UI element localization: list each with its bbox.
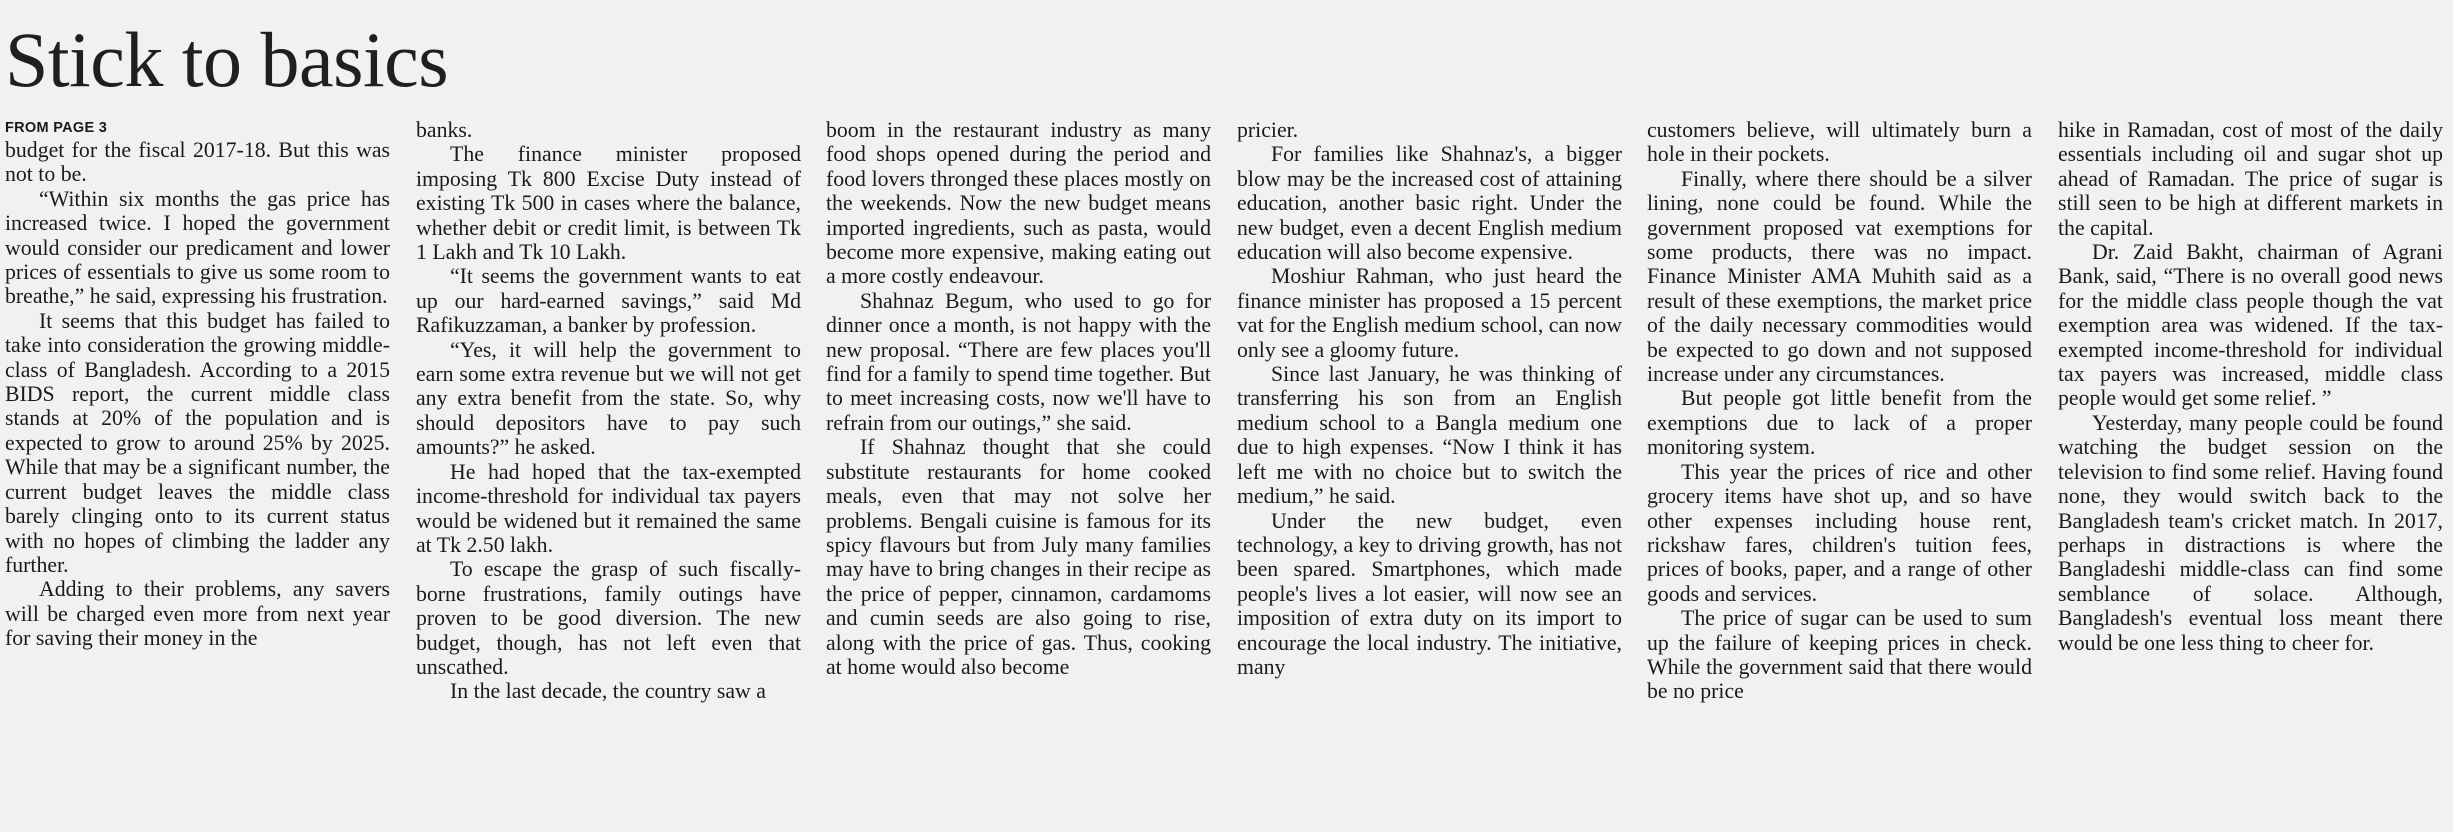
paragraph: Under the new budget, even technology, a key to driving growth, has not been spared. Smartphones, which made people's lives a lot easier, will now see an imposition of extra duty on its import to encourage the local industry. The initiative, many bbox=[1237, 508, 1622, 679]
paragraph: The price of sugar can be used to sum up the failure of keeping prices in check. While the government said that there would be no price bbox=[1647, 606, 2032, 704]
paragraph: In the last decade, the country saw a bbox=[450, 679, 766, 704]
article-column-4 bbox=[1237, 118, 1622, 832]
article-column-2 bbox=[416, 118, 801, 832]
paragraph: If Shahnaz thought that she could substitute restaurants for home cooked meals, even that may not solve her problems. Bengali cuisine is famous for its spicy flavours but from July many families may have to bring changes in their recipe as the price of pepper, cinnamon, cardamoms and cumin seeds are also going to rise, along with the price of gas. Thus, cooking at home would also become bbox=[826, 435, 1211, 679]
continued-from-label: FROM PAGE 3 bbox=[5, 120, 108, 136]
article-column-1 bbox=[5, 118, 390, 832]
paragraph: Shahnaz Begum, who used to go for dinner once a month, is not happy with the new proposal. “There are few places you'll find for a family to spend time together. But to meet increasing costs, now we'll have to refrain from our outings,” she said. bbox=[826, 288, 1211, 435]
article-column-3 bbox=[826, 118, 1211, 832]
paragraph: Finally, where there should be a silver lining, none could be found. While the government proposed vat exemptions for some products, there was no impact. Finance Minister AMA Muhith said as a result of these exemptions, the market price of the daily necessary commodities would be expected to go down and not supposed increase under any circumstances. bbox=[1647, 166, 2032, 387]
article-column-6 bbox=[2058, 118, 2443, 832]
paragraph: boom in the restaurant industry as many food shops opened during the period and food lovers thronged these places mostly on the weekends. Now the new budget means imported ingredients, such as pasta, would become more expensive, making eating out a more costly endeavour. bbox=[826, 118, 1211, 289]
paragraph: “Within six months the gas price has increased twice. I hoped the government would consider our predicament and lower prices of essentials to give us some room to breathe,” he said, expressing his frustration. bbox=[5, 186, 390, 309]
article-column-5 bbox=[1647, 118, 2032, 832]
paragraph: hike in Ramadan, cost of most of the daily essentials including oil and sugar shot up ahead of Ramadan. The price of sugar is still seen to be high at different markets in the capital. bbox=[2058, 118, 2443, 240]
paragraph: Dr. Zaid Bakht, chairman of Agrani Bank, said, “There is no overall good news for the middle class people though the vat exemption area was widened. If the tax-exempted income-threshold for individual tax payers was increased, middle class people would get some relief. ” bbox=[2058, 240, 2443, 411]
paragraph: Yesterday, many people could be found watching the budget session on the television to find some relief. Having found none, they would switch back to the Bangladesh team's cricket match. In 2017, perhaps in distractions is where the Bangladeshi middle-class can find some semblance of solace. Although, Bangladesh's eventual loss meant there would be one less thing to cheer for. bbox=[2058, 410, 2443, 655]
headline: Stick to basics bbox=[5, 16, 449, 103]
paragraph: customers believe, will ultimately burn a hole in their pockets. bbox=[1647, 118, 2032, 167]
paragraph: Moshiur Rahman, who just heard the finance minister has proposed a 15 percent vat for the English medium school, can now only see a gloomy future. bbox=[1237, 264, 1622, 362]
paragraph: It seems that this budget has failed to take into consideration the growing middle-class of Bangladesh. According to a 2015 BIDS report, the current middle class stands at 20% of the population and is expected to grow to around 25% by 2025. While that may be a significant number, the current budget leaves the middle class barely clinging onto to its current status with no hopes of climbing the ladder any further. bbox=[5, 308, 390, 577]
paragraph: pricier. bbox=[1237, 118, 1299, 142]
paragraph: “Yes, it will help the government to earn some extra revenue but we will not get any extra benefit from the state. So, why should depositors have to pay such amounts?” he asked. bbox=[416, 337, 801, 460]
paragraph: To escape the grasp of such fiscally-borne frustrations, family outings have proven to be good diversion. The new budget, though, has not left even that unscathed. bbox=[416, 557, 801, 679]
paragraph: Adding to their problems, any savers will be charged even more from next year for saving their money in the bbox=[5, 577, 390, 651]
paragraph: This year the prices of rice and other grocery items have shot up, and so have other expenses including house rent, rickshaw fares, children's tuition fees, prices of books, paper, and a range of other goods and services. bbox=[1647, 459, 2032, 606]
paragraph: The finance minister proposed imposing Tk 800 Excise Duty instead of existing Tk 500 in cases where the balance, whether debit or credit limit, is between Tk 1 Lakh and Tk 10 Lakh. bbox=[416, 142, 801, 265]
paragraph: But people got little benefit from the exemptions due to lack of a proper monitoring system. bbox=[1647, 386, 2032, 460]
paragraph: banks. bbox=[416, 118, 473, 142]
paragraph: budget for the fiscal 2017-18. But this was not to be. bbox=[5, 138, 390, 187]
paragraph: He had hoped that the tax-exempted income-threshold for individual tax payers would be widened but it remained the same at Tk 2.50 lakh. bbox=[416, 459, 801, 557]
paragraph: For families like Shahnaz's, a bigger blow may be the increased cost of attaining education, another basic right. Under the new budget, even a decent English medium education will also become expensive. bbox=[1237, 142, 1622, 265]
paragraph: “It seems the government wants to eat up our hard-earned savings,” said Md Rafikuzzaman, a banker by profession. bbox=[416, 264, 801, 338]
paragraph: Since last January, he was thinking of transferring his son from an English medium school to a Bangla medium one due to high expenses. “Now I think it has left me with no choice but to switch the medium,” he said. bbox=[1237, 362, 1622, 509]
